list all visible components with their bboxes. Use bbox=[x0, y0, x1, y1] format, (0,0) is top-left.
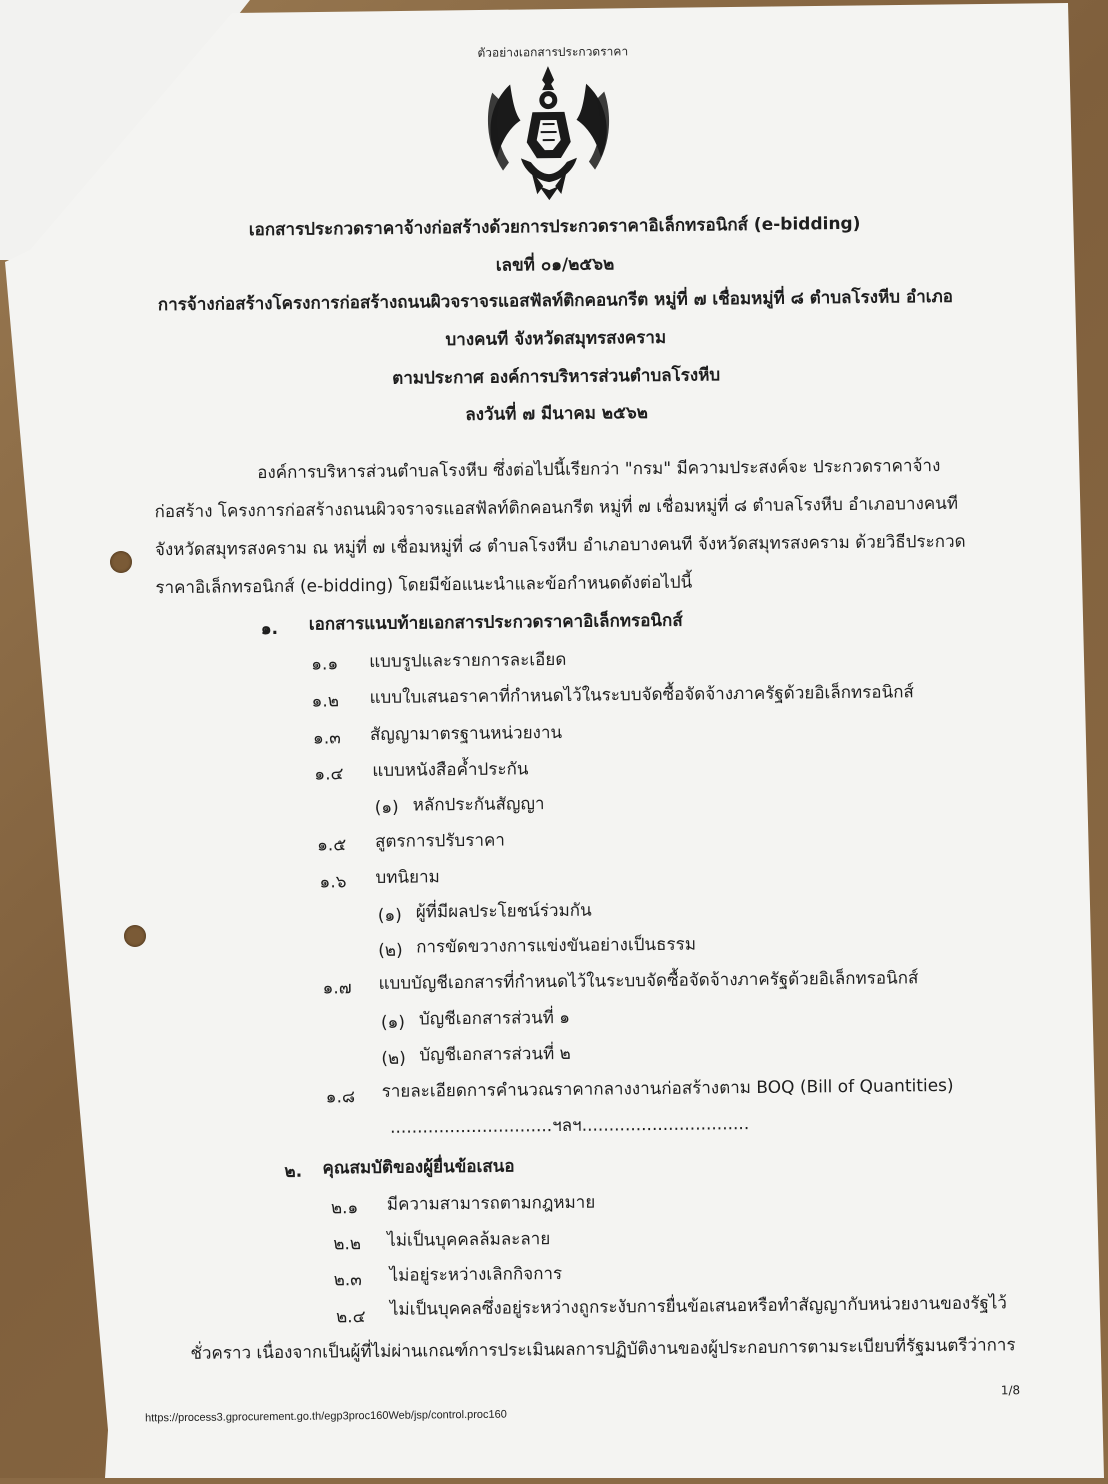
item-text: แบบรูปและรายการละเอียด bbox=[369, 649, 567, 672]
subitem-text: ผู้ที่มีผลประโยชน์ร่วมกัน bbox=[415, 900, 592, 923]
item-number: ๑.๕ bbox=[316, 835, 347, 856]
intro-line: จังหวัดสมุทรสงคราม ณ หมู่ที่ ๗ เชื่อมหมู่ที่ ๘ ตำบลโรงหีบ อำเภอบางคนที จังหวัดสมุทรสงคราม ด้วยวิธีประกวด bbox=[154, 531, 966, 561]
document-number: เลขที่ ๐๑/๒๕๖๒ bbox=[495, 254, 615, 276]
item-number: ๒.๒ bbox=[333, 1234, 362, 1255]
subitem-number: (๒) bbox=[381, 1048, 406, 1069]
item-number: ๑.๗ bbox=[322, 978, 352, 999]
continuation-line: ชั่วคราว เนื่องจากเป็นผู้ที่ไม่ผ่านเกณฑ์การประเมินผลการปฏิบัติงานของผู้ประกอบการตามระเบียบที่รัฐมนตรีว่าการ bbox=[190, 1335, 1016, 1364]
item-number: ๑.๑ bbox=[311, 654, 339, 675]
item-text: สูตรการปรับราคา bbox=[374, 830, 505, 852]
subitem-text: หลักประกันสัญญา bbox=[412, 794, 545, 816]
item-text: ไม่เป็นบุคคลล้มละลาย bbox=[387, 1229, 551, 1251]
item-text: แบบบัญชีเอกสารที่กำหนดไว้ในระบบจัดซื้อจัดจ้างภาครัฐด้วยอิเล็กทรอนิกส์ bbox=[378, 968, 919, 994]
announcement-date: ลงวันที่ ๗ มีนาคม ๒๕๖๒ bbox=[465, 403, 649, 425]
document-title: เอกสารประกวดราคาจ้างก่อสร้างด้วยการประกวดราคาอิเล็กทรอนิกส์ (e-bidding) bbox=[248, 213, 861, 241]
intro-line: ราคาอิเล็กทรอนิกส์ (e-bidding) โดยมีข้อแนะนำและข้อกำหนดดังต่อไปนี้ bbox=[155, 572, 693, 599]
top-label: ตัวอย่างเอกสารประกวดราคา bbox=[477, 44, 629, 60]
item-text: มีความสามารถตามกฎหมาย bbox=[386, 1192, 596, 1215]
item-number: ๑.๔ bbox=[314, 764, 344, 785]
item-text: ไม่เป็นบุคคลซึ่งอยู่ระหว่างถูกระงับการยื่นข้อเสนอหรือทำสัญญากับหน่วยงานของรัฐไว้ bbox=[389, 1293, 1007, 1320]
item-number: ๑.๒ bbox=[311, 691, 340, 712]
footer-url: https://process3.gprocurement.go.th/egp3proc160Web/jsp/control.proc160 bbox=[145, 1408, 507, 1425]
announcement-line: ตามประกาศ องค์การบริหารส่วนตำบลโรงหีบ bbox=[392, 365, 721, 389]
subitem-number: (๒) bbox=[378, 940, 403, 961]
intro-line: ก่อสร้าง โครงการก่อสร้างถนนผิวจราจรแอสฟัลท์ติกคอนกรีต หมู่ที่ ๗ เชื่อมหมู่ที่ ๘ ตำบลโรงหีบ อำเภอบางคนที bbox=[154, 493, 959, 523]
item-number: ๒.๑ bbox=[330, 1198, 359, 1219]
subitem-number: (๑) bbox=[380, 1012, 406, 1033]
subitem-number: (๑) bbox=[374, 797, 399, 818]
item-text: แบบใบเสนอราคาที่กำหนดไว้ในระบบจัดซื้อจัดจ้างภาครัฐด้วยอิเล็กทรอนิกส์ bbox=[369, 682, 914, 708]
subitem-text: บัญชีเอกสารส่วนที่ ๒ bbox=[419, 1043, 571, 1066]
garuda-emblem-icon bbox=[480, 61, 617, 202]
section-number: ๑. bbox=[260, 618, 279, 640]
item-number: ๑.๓ bbox=[312, 728, 341, 749]
subitem-text: การขัดขวางการแข่งขันอย่างเป็นธรรม bbox=[416, 934, 697, 958]
section-title: เอกสารแนบท้ายเอกสารประกวดราคาอิเล็กทรอนิกส์ bbox=[308, 610, 683, 635]
item-text: สัญญามาตรฐานหน่วยงาน bbox=[369, 722, 563, 745]
item-text: ไม่อยู่ระหว่างเลิกกิจการ bbox=[389, 1264, 563, 1286]
item-text: บทนิยาม bbox=[375, 867, 440, 888]
page-number: 1/8 bbox=[1000, 1383, 1021, 1398]
item-number: ๒.๔ bbox=[335, 1307, 366, 1328]
project-title-line2: บางคนที จังหวัดสมุทรสงคราม bbox=[445, 327, 667, 351]
section-title: คุณสมบัติของผู้ยื่นข้อเสนอ bbox=[322, 1156, 515, 1179]
project-title-line1: การจ้างก่อสร้างโครงการก่อสร้างถนนผิวจราจรแอสฟัลท์ติกคอนกรีต หมู่ที่ ๗ เชื่อมหมู่ที่ ๘ ตำบลโรงหีบ อำเภอ bbox=[157, 286, 954, 316]
subitem-number: (๑) bbox=[377, 905, 402, 926]
section-number: ๒. bbox=[284, 1161, 303, 1182]
item-number: ๑.๘ bbox=[325, 1087, 356, 1108]
item-number: ๑.๖ bbox=[319, 872, 347, 893]
item-text: รายละเอียดการคำนวณราคากลางงานก่อสร้างตาม BOQ (Bill of Quantities) bbox=[381, 1075, 954, 1102]
item-text: แบบหนังสือค้ำประกัน bbox=[372, 759, 529, 781]
subitem-text: บัญชีเอกสารส่วนที่ ๑ bbox=[418, 1007, 571, 1030]
item-number: ๒.๓ bbox=[333, 1270, 362, 1291]
intro-line: องค์การบริหารส่วนตำบลโรงหีบ ซึ่งต่อไปนี้เรียกว่า "กรม" มีความประสงค์จะ ประกวดราคาจ้าง bbox=[257, 456, 941, 484]
etc-line: ..............................ฯลฯ............................... bbox=[389, 1114, 750, 1138]
